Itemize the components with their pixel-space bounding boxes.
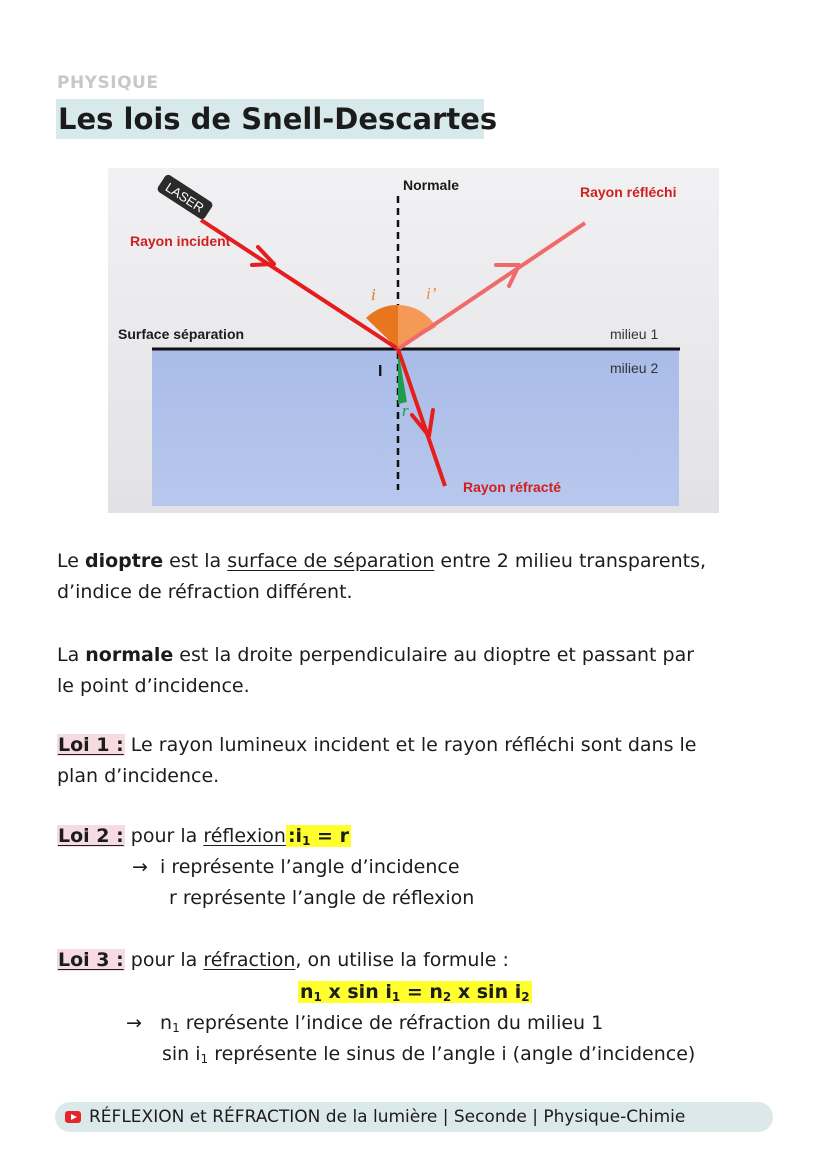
dioptre-line-1: Le dioptre est la surface de séparation entre 2 milieu transparents, xyxy=(57,550,707,572)
incident-ray-label: Rayon incident xyxy=(130,233,231,249)
surface-label: Surface séparation xyxy=(118,326,245,342)
arrow-icon: → xyxy=(132,856,148,878)
loi-2-line-1: Loi 2 : pour la réflexion $:i_1 = r$ xyxy=(58,825,349,848)
loi-2-line-2: → i représente l’angle d’incidence xyxy=(132,856,460,878)
reflection-equation: $:i_1 = r$ xyxy=(287,825,349,848)
loi-3-line-4: $\sin i_1$ représente le sinus de l’angle i (angle d’incidence) xyxy=(162,1043,696,1066)
subject-label: PHYSIQUE xyxy=(57,73,159,93)
refraction-term: réfraction xyxy=(203,949,296,971)
loi-2-line-3: r représente l’angle de réflexion xyxy=(169,887,475,909)
snell-diagram-svg xyxy=(108,168,719,513)
medium-1-label: milieu 1 xyxy=(610,326,659,342)
laser-label: LASER xyxy=(162,179,207,216)
video-link-banner[interactable] xyxy=(55,1102,773,1132)
dioptre-line-2: d’indice de réfraction différent. xyxy=(57,581,353,603)
reflected-ray-label: Rayon réfléchi xyxy=(580,184,677,200)
angle-i-prime-label: i’ xyxy=(426,284,437,303)
loi-3-line-1: Loi 3 : pour la réfraction, on utilise la formule : xyxy=(58,949,509,971)
loi-1-label: Loi 1 : xyxy=(58,734,124,756)
page-title: Les lois de Snell-Descartes xyxy=(56,99,484,139)
snell-formula: $n_1$ x $\sin i_1 = n_2$ x $\sin i_2$ xyxy=(300,981,530,1004)
medium-2-area xyxy=(152,349,679,506)
snell-diagram xyxy=(108,168,719,513)
normale-line-2: le point d’incidence. xyxy=(57,675,250,697)
normal-label: Normale xyxy=(403,177,460,193)
loi-1-line-2: plan d’incidence. xyxy=(57,765,220,787)
normale-line-1: La normale est la droite perpendiculaire au dioptre et passant par xyxy=(57,644,695,666)
medium-2-label: milieu 2 xyxy=(610,360,659,376)
reflexion-term: réflexion xyxy=(203,825,286,847)
loi-3-line-3: → $n_1$ représente l’indice de réfraction du milieu 1 xyxy=(126,1012,604,1035)
arrow-icon: → xyxy=(126,1012,142,1034)
normale-term: normale xyxy=(85,644,174,666)
surface-separation-term: surface de séparation xyxy=(227,550,435,572)
incidence-point-label: I xyxy=(378,363,383,380)
refracted-ray-label: Rayon réfracté xyxy=(463,479,562,495)
loi-1-line-1: Loi 1 : Le rayon lumineux incident et le rayon réfléchi sont dans le xyxy=(58,734,697,756)
video-link-text[interactable]: RÉFLEXION et RÉFRACTION de la lumière | Seconde | Physique-Chimie xyxy=(89,1107,686,1127)
youtube-icon xyxy=(65,1111,81,1123)
angle-i-label: i xyxy=(371,285,376,304)
loi-3-label: Loi 3 : xyxy=(58,949,124,971)
angle-r-label: r xyxy=(402,401,409,420)
loi-2-label: Loi 2 : xyxy=(58,825,124,847)
dioptre-term: dioptre xyxy=(84,550,164,572)
